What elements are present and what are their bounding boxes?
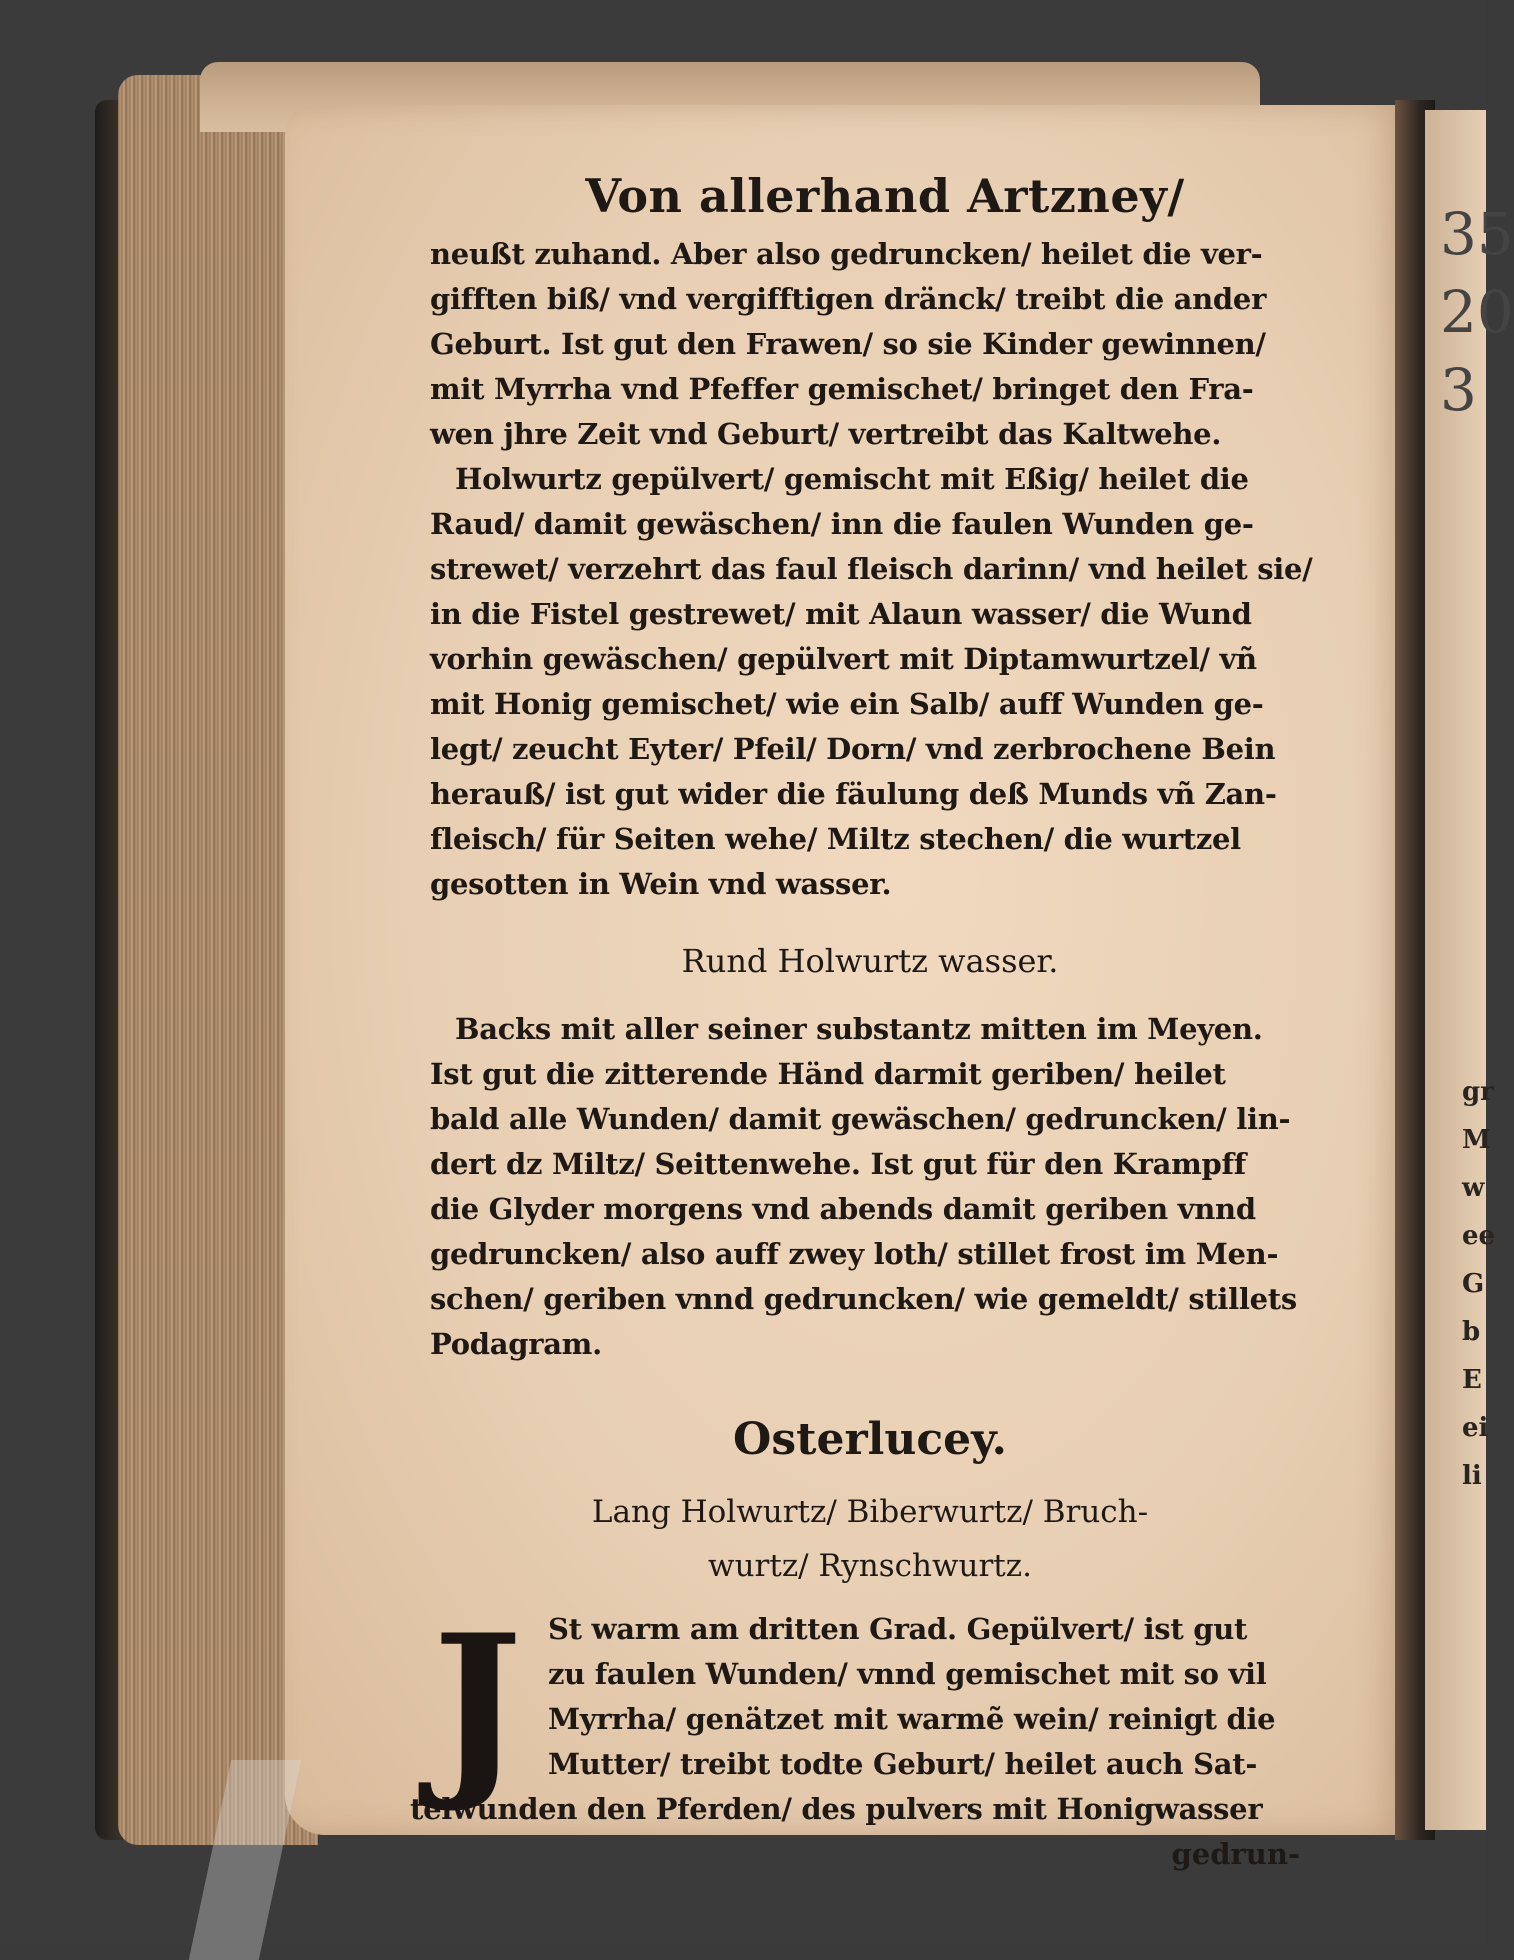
subheading-line: Lang Holwurtz/ Biberwurtz/ Bruch- [591, 1494, 1149, 1530]
right-fragment: ee [1462, 1221, 1496, 1251]
text-line: die Glyder morgens vnd abends damit geriben vnnd [430, 1192, 1256, 1226]
tail-lines [410, 1787, 1310, 1832]
right-fragment: M [1462, 1125, 1491, 1155]
right-fragment: gr [1462, 1077, 1494, 1107]
text-line: legt/ zeucht Eyter/ Pfeil/ Dorn/ vnd zerbrochene Bein [430, 732, 1276, 766]
text-line: herauß/ ist gut wider die fäulung deß Munds vñ Zan- [430, 777, 1277, 811]
right-fragment: G [1462, 1269, 1485, 1299]
text-line: telwunden den Pferden/ des pulvers mit Honigwasser [410, 1792, 1263, 1826]
text-line: St warm am dritten Grad. Gepülvert/ ist gut [548, 1612, 1248, 1646]
text-line: mit Myrrha vnd Pfeffer gemischet/ bringet den Fra- [430, 372, 1254, 406]
right-page-marks [1440, 195, 1514, 429]
right-mark: 20 [1440, 278, 1514, 346]
text-line: strewet/ verzehrt das faul fleisch darinn/ vnd heilet sie/ [430, 552, 1313, 586]
text-line: Raud/ damit gewäschen/ inn die faulen Wunden ge- [430, 507, 1254, 541]
text-line: gesotten in Wein vnd wasser. [430, 867, 892, 901]
text-line: schen/ geriben vnnd gedruncken/ wie gemeldt/ stillets [430, 1282, 1297, 1316]
text-line: gedruncken/ also auff zwey loth/ stillet frost im Men- [430, 1237, 1279, 1271]
text-line: Mutter/ treibt todte Geburt/ heilet auch Sat- [548, 1747, 1258, 1781]
text-line: Myrrha/ genätzet mit warmẽ wein/ reinigt die [548, 1702, 1276, 1736]
initial-lines [430, 1607, 1310, 1787]
page-text-block [410, 160, 1313, 1877]
right-fragment: b [1462, 1317, 1481, 1347]
text-line: dert dz Miltz/ Seittenwehe. Ist gut für den Krampff [430, 1147, 1246, 1181]
text-line: zu faulen Wunden/ vnnd gemischet mit so vil [548, 1657, 1267, 1691]
text-line: Podagram. [430, 1327, 602, 1361]
right-mark: 35 [1440, 200, 1514, 268]
running-head: Von allerhand Artzney/ [585, 169, 1185, 223]
paragraph-1 [430, 232, 1310, 457]
text-line: fleisch/ für Seiten wehe/ Miltz stechen/ die wurtzel [430, 822, 1241, 856]
section-title: Rund Holwurtz wasser. [681, 942, 1059, 980]
text-line: Backs mit aller seiner substantz mitten im Meyen. [455, 1012, 1263, 1046]
chapter-heading: Osterlucey. [733, 1414, 1007, 1465]
paragraph-2 [430, 457, 1313, 907]
right-fragment: li [1462, 1461, 1482, 1491]
paragraph-4 [410, 1593, 1310, 1832]
catchword: gedrun- [1171, 1837, 1300, 1871]
right-mark: 3 [1440, 356, 1477, 424]
text-line: Holwurtz gepülvert/ gemischt mit Eßig/ heilet die [455, 462, 1249, 496]
decorated-initial: J [432, 1593, 523, 1816]
paragraph-3 [430, 1007, 1310, 1367]
text-line: mit Honig gemischet/ wie ein Salb/ auff Wunden ge- [430, 687, 1264, 721]
text-line: in die Fistel gestrewet/ mit Alaun wasser/ die Wund [430, 597, 1252, 631]
text-line: bald alle Wunden/ damit gewäschen/ gedruncken/ lin- [430, 1102, 1291, 1136]
right-page-fragments [1462, 1068, 1495, 1500]
right-fragment: E [1462, 1365, 1482, 1395]
right-fragment: w [1462, 1173, 1485, 1203]
subheading-line: wurtz/ Rynschwurtz. [708, 1548, 1032, 1584]
text-line: vorhin gewäschen/ gepülvert mit Diptamwurtzel/ vñ [430, 642, 1257, 676]
text-line: Ist gut die zitterende Händ darmit geriben/ heilet [430, 1057, 1226, 1091]
text-line: Geburt. Ist gut den Frawen/ so sie Kinder gewinnen/ [430, 327, 1266, 361]
right-fragment: ei [1462, 1413, 1489, 1443]
text-line: neußt zuhand. Aber also gedruncken/ heilet die ver- [430, 237, 1263, 271]
text-line: wen jhre Zeit vnd Geburt/ vertreibt das Kaltwehe. [430, 417, 1222, 451]
text-line: gifften biß/ vnd vergifftigen dränck/ treibt die ander [430, 282, 1267, 316]
